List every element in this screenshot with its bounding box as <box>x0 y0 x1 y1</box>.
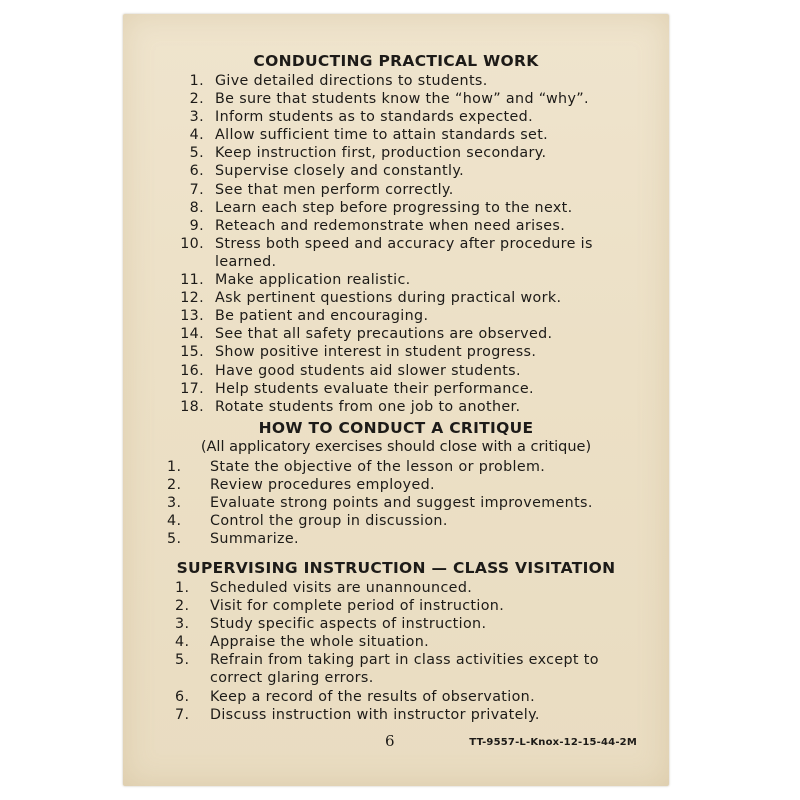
item-text: Evaluate strong points and suggest improvements. <box>210 495 593 512</box>
item-number: 4. <box>189 127 204 144</box>
list-item <box>123 494 669 512</box>
list-item <box>123 162 669 180</box>
item-text: Learn each step before progressing to the next. <box>215 199 573 216</box>
list-item <box>123 380 669 398</box>
class-visitation-list <box>123 579 669 724</box>
item-number: 7. <box>189 181 204 198</box>
item-number: 1. <box>175 580 190 596</box>
list-item <box>123 307 669 325</box>
list-item <box>123 615 669 633</box>
list-item <box>123 579 669 597</box>
list-item <box>123 343 669 361</box>
list-item <box>123 597 669 615</box>
item-number: 17. <box>180 380 204 397</box>
list-item <box>123 706 669 724</box>
item-text: Visit for complete period of instruction. <box>210 598 505 615</box>
list-item <box>123 458 669 476</box>
item-text: Rotate students from one job to another. <box>215 398 521 415</box>
item-number: 4. <box>167 513 182 530</box>
list-item <box>123 289 669 307</box>
item-number: 2. <box>167 477 182 494</box>
item-text: Show positive interest in student progress. <box>215 344 537 361</box>
list-item <box>123 235 669 271</box>
item-text: Help students evaluate their performance. <box>215 380 534 397</box>
list-item <box>123 688 669 706</box>
item-text: Summarize. <box>210 531 299 548</box>
item-text: Keep a record of the results of observation. <box>210 688 535 705</box>
list-item <box>123 126 669 144</box>
list-item <box>123 199 669 217</box>
item-text: Refrain from taking part in class activities except to correct glaring errors. <box>210 652 599 687</box>
section-title-class-visitation: SUPERVISING INSTRUCTION — CLASS VISITATION <box>176 559 616 577</box>
item-number: 11. <box>180 272 204 289</box>
list-item <box>123 108 669 126</box>
item-number: 4. <box>175 634 190 651</box>
item-number: 2. <box>189 91 204 108</box>
item-number: 18. <box>180 398 204 415</box>
item-text: Ask pertinent questions during practical work. <box>215 290 562 307</box>
list-item <box>123 271 669 289</box>
list-item <box>123 476 669 494</box>
printed-page <box>123 14 669 786</box>
item-number: 14. <box>180 326 204 343</box>
item-number: 15. <box>180 344 204 361</box>
list-item <box>123 633 669 651</box>
item-number: 6. <box>189 163 204 180</box>
page-number: 6 <box>385 732 395 750</box>
section-title-critique: HOW TO CONDUCT A CRITIQUE <box>258 419 534 437</box>
item-text: Be sure that students know the “how” and “why”. <box>215 91 589 108</box>
item-text: Allow sufficient time to attain standards set. <box>215 127 549 144</box>
item-number: 5. <box>189 145 204 162</box>
item-number: 7. <box>175 706 190 723</box>
item-number: 13. <box>180 308 204 325</box>
item-text: Scheduled visits are unannounced. <box>210 580 473 596</box>
list-item <box>123 90 669 108</box>
item-number: 3. <box>167 495 182 512</box>
item-number: 3. <box>175 616 190 633</box>
section-title-practical-work: CONDUCTING PRACTICAL WORK <box>253 52 539 70</box>
list-item <box>123 217 669 235</box>
item-text: See that men perform correctly. <box>215 181 454 198</box>
item-number: 1. <box>167 459 182 475</box>
item-text: Give detailed directions to students. <box>215 73 488 89</box>
item-text: Be patient and encouraging. <box>215 308 429 325</box>
list-item <box>123 181 669 199</box>
item-text: Reteach and redemonstrate when need arises. <box>215 217 566 234</box>
item-text: Discuss instruction with instructor privately. <box>210 706 540 723</box>
practical-work-list <box>123 72 669 416</box>
item-number: 10. <box>180 235 204 252</box>
item-text: Stress both speed and accuracy after procedure is learned. <box>215 235 593 270</box>
list-item <box>123 651 669 687</box>
item-text: Study specific aspects of instruction. <box>210 616 487 633</box>
item-text: State the objective of the lesson or problem. <box>210 459 546 475</box>
critique-list <box>123 458 669 548</box>
item-text: Have good students aid slower students. <box>215 362 521 379</box>
item-number: 1. <box>189 73 204 89</box>
item-number: 9. <box>189 217 204 234</box>
item-text: Control the group in discussion. <box>210 513 448 530</box>
item-text: Make application realistic. <box>215 272 411 289</box>
item-text: Inform students as to standards expected. <box>215 109 533 126</box>
item-text: Supervise closely and constantly. <box>215 163 464 180</box>
list-item <box>123 398 669 416</box>
item-number: 3. <box>189 109 204 126</box>
item-text: Keep instruction first, production secondary. <box>215 145 547 162</box>
item-text: Appraise the whole situation. <box>210 634 430 651</box>
item-number: 8. <box>189 199 204 216</box>
list-item <box>123 530 669 548</box>
item-number: 12. <box>180 290 204 307</box>
item-number: 5. <box>167 531 182 548</box>
list-item <box>123 144 669 162</box>
section-subtitle-critique: (All applicatory exercises should close with a critique) <box>200 439 592 455</box>
item-number: 5. <box>175 652 190 669</box>
print-code: TT-9557-L-Knox-12-15-44-2M <box>469 737 637 748</box>
item-text: See that all safety precautions are observed. <box>215 326 553 343</box>
list-item <box>123 512 669 530</box>
list-item <box>123 72 669 90</box>
list-item <box>123 325 669 343</box>
item-number: 16. <box>180 362 204 379</box>
item-number: 2. <box>175 598 190 615</box>
list-item <box>123 362 669 380</box>
item-number: 6. <box>175 688 190 705</box>
item-text: Review procedures employed. <box>210 477 435 494</box>
